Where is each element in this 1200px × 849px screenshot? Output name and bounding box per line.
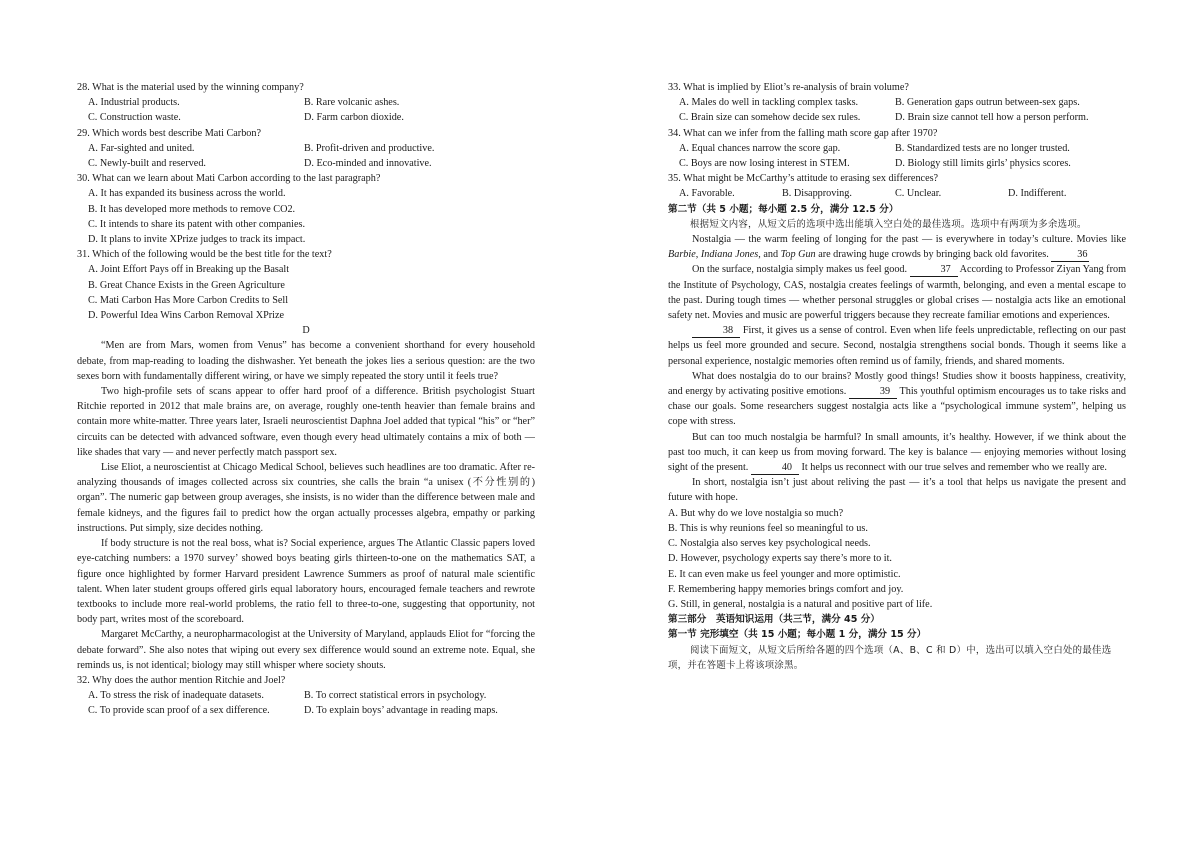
p1-text-after: are drawing huge crowds by bringing back old favorites. <box>815 249 1052 261</box>
question-28-stem: 28. What is the material used by the winning company? <box>77 82 304 93</box>
passage-paragraph-5 <box>668 430 1126 476</box>
q30-option-a: A. It has expanded its business across the world. <box>88 188 286 200</box>
passage-paragraph-6: In short, nostalgia isn’t just about reliving the past — it’s a tool that helps us navigate the present and future with hope. <box>668 477 1126 504</box>
question-31-stem: 31. Which of the following would be the best title for the text? <box>77 249 332 261</box>
question-29-stem: 29. Which words best describe Mati Carbon? <box>77 127 261 139</box>
q28-option-d: D. Farm carbon dioxide. <box>304 112 404 124</box>
q35-option-d: D. Indifferent. <box>1008 188 1067 200</box>
q29-option-b: B. Profit-driven and productive. <box>304 142 435 154</box>
q35-option-b: B. Disapproving. <box>782 188 852 200</box>
question-30-stem: 30. What can we learn about Mati Carbon according to the last paragraph? <box>77 173 381 185</box>
section-2-heading: 第二节（共 5 小题；每小题 2.5 分，满分 12.5 分） <box>668 203 899 215</box>
blank-36: 36 <box>1051 249 1089 262</box>
q31-option-d: D. Powerful Idea Wins Carbon Removal XPrize <box>88 310 285 322</box>
blank-39: 39 <box>849 386 897 399</box>
question-33-options <box>668 95 1126 125</box>
passage-d-label: D <box>302 325 310 337</box>
q28-option-c: C. Construction waste. <box>88 112 181 124</box>
p3-text-after: First, it gives us a sense of control. Even when life feels unpredictable, reflecting on our past helps us feel more grounded and secure. Second, nostalgia strengthens social bonds. Though it seems like a personal experience, nostalgic memories often remind us of family, friends, and shared moments. <box>668 325 1126 367</box>
q32-option-a: A. To stress the risk of inadequate datasets. <box>88 690 264 702</box>
question-35-stem: 35. What might be McCarthy’s attitude to erasing sex differences? <box>668 173 939 185</box>
passage-d-paragraph-5: Margaret McCarthy, a neuropharmacologist at the University of Maryland, applauds Eliot for “forcing the debate forward”. She also notes that wiping out every sex difference would sound an extreme note. Equal, she reminds us, is not identical; biology may still whisper where society shouts. <box>77 629 535 671</box>
question-34-options <box>668 141 1126 171</box>
q34-option-a: A. Equal chances narrow the score gap. <box>679 142 841 154</box>
question-28-options <box>77 95 535 125</box>
question-34-stem: 34. What can we infer from the falling math score gap after 1970? <box>668 127 938 139</box>
question-29-options <box>77 141 535 171</box>
q33-option-c: C. Brain size can somehow decide sex rules. <box>679 112 861 124</box>
p1-text-before: Nostalgia — the warm feeling of longing for the past — is everywhere in today’s culture. Movies like <box>692 234 1126 246</box>
blank-37: 37 <box>910 264 958 277</box>
p1-and: , and <box>758 249 781 261</box>
choice-a: A. But why do we love nostalgia so much? <box>668 507 844 519</box>
left-column <box>77 80 535 719</box>
q33-option-d: D. Brain size cannot tell how a person perform. <box>895 112 1089 124</box>
passage-d-paragraph-4: If body structure is not the real boss, what is? Social experience, argues The Atlantic Classic papers loved eye-catching numbers: a 1970 survey’ showed boys beating girls thirteen-to-one on the mathematics SAT, a figure once highlighted by former Harvard president Lawrence Summers as proof of natural male scientific talent. When later student groups offered girls equal laboratory hours, encouraged female teachers and rewrote textbooks to include more real-world problems, the ratio fell to three-to-one, suggesting that opportunity, not body part, writes most of the scoreboard. <box>77 538 535 626</box>
p4-text-after: This youthful optimism encourages us to take risks and chase our goals. Some researchers suggest nostalgia acts like a “psychological immune system”, helping us cope with stress. <box>668 386 1126 428</box>
q29-option-d: D. Eco-minded and innovative. <box>304 158 432 170</box>
q31-option-b: B. Great Chance Exists in the Green Agriculture <box>88 279 285 291</box>
passage-d-paragraph-3: Lise Eliot, a neuroscientist at Chicago Medical School, believes such headlines are too dramatic. After re-analyzing thousands of images collected across six countries, she calls the brain “a unisex (不分性别的) organ”. The numeric gap between group averages, she insists, is no wider than the difference between male and female kidneys, and the figures fail to predict how the organ actually processes algebra, empathy or parking instructions. Put simply, size decides nothing. <box>77 462 535 534</box>
q34-option-c: C. Boys are now losing interest in STEM. <box>679 158 850 170</box>
q34-option-b: B. Standardized tests are no longer trusted. <box>895 142 1070 154</box>
choice-g: G. Still, in general, nostalgia is a natural and positive part of life. <box>668 598 933 610</box>
part-3-heading: 第三部分 英语知识运用（共三节，满分 45 分） <box>668 614 880 626</box>
choice-b: B. This is why reunions feel so meaningful to us. <box>668 522 868 534</box>
section-1-instructions: 阅读下面短文，从短文后所给各题的四个选项（A、B、C 和 D）中，选出可以填入空白处的最佳选项，并在答题卡上将该项涂黑。 <box>668 644 1112 671</box>
q28-option-a: A. Industrial products. <box>88 97 180 109</box>
movie-title-barbie: Barbie <box>668 249 696 261</box>
question-35-options <box>668 186 1126 201</box>
section-1-heading: 第一节 完形填空（共 15 小题；每小题 1 分，满分 15 分） <box>668 629 927 641</box>
passage-d-paragraph-2: Two high-profile sets of scans appear to offer hard proof of a difference. British psychologist Stuart Ritchie reported in 2012 that male brains are, on average, roughly one-tenth heavier than female brains and contain more white-matter. Three years later, Israeli neuroscientist Daphna Joel added that typical “his” or “her” circuits can be detected with advanced software, even though every head ultimately contains a mix of both — like shades that vary — and never perfectly match passport sex. <box>77 386 535 458</box>
blank-38: 38 <box>692 325 740 338</box>
right-column <box>668 80 1126 673</box>
passage-paragraph-4 <box>668 369 1126 430</box>
movie-title-top-gun: Top Gun <box>780 249 816 261</box>
choice-d: D. However, psychology experts say there’s more to it. <box>668 553 892 565</box>
q31-option-a: A. Joint Effort Pays off in Breaking up the Basalt <box>88 264 290 276</box>
q30-option-c: C. It intends to share its patent with other companies. <box>88 218 306 230</box>
q32-option-c: C. To provide scan proof of a sex difference. <box>88 705 270 717</box>
question-33-stem: 33. What is implied by Eliot’s re-analysis of brain volume? <box>668 82 909 93</box>
p5-text-after: It helps us reconnect with our true selves and remember who we really are. <box>798 462 1107 474</box>
p2-text-after: According to Professor Ziyan Yang from the Institute of Psychology, CAS, nostalgia creates feelings of warmth, belonging, and even a mental escape to the past. During tough times — whether personal struggles or global crises — nostalgia acts like an emotional safety net. Movies and music are powerful triggers because they recreate familiar emotions and experiences. <box>668 264 1126 322</box>
p1-comma: , <box>695 249 701 261</box>
q31-option-c: C. Mati Carbon Has More Carbon Credits to Sell <box>88 294 289 306</box>
passage-d-paragraph-1: “Men are from Mars, women from Venus” has become a convenient shorthand for every household debate, from map-reading to loading the dishwasher. Yet beneath the jokes lies a serious question: are the two sexes born with fundamentally different wiring, or have we simply repeated the story until it feels true? <box>77 340 535 382</box>
question-32-options <box>77 688 535 718</box>
q32-option-b: B. To correct statistical errors in psychology. <box>304 690 487 702</box>
passage-paragraph-1 <box>668 232 1126 262</box>
q33-option-a: A. Males do well in tackling complex tasks. <box>679 97 859 109</box>
q29-option-a: A. Far-sighted and united. <box>88 142 195 154</box>
choice-e: E. It can even make us feel younger and more optimistic. <box>668 568 901 580</box>
q30-option-b: B. It has developed more methods to remove CO2. <box>88 203 296 215</box>
choice-f: F. Remembering happy memories brings comfort and joy. <box>668 583 904 595</box>
q29-option-c: C. Newly-built and reserved. <box>88 158 206 170</box>
p5-text-before: But can too much nostalgia be harmful? In small amounts, it’s healthy. However, if we think about the past too much, it can keep us from moving forward. The key is balance — enjoying memories without losing sight of the present. <box>668 431 1126 474</box>
q30-option-d: D. It plans to invite XPrize judges to track its impact. <box>88 234 306 246</box>
p4-text-before: What does nostalgia do to our brains? Mostly good things! Studies show it boosts happiness, creativity, and energy by activating positive emotions. <box>668 370 1126 398</box>
blank-40: 40 <box>751 462 799 475</box>
q33-option-b: B. Generation gaps outrun between-sex gaps. <box>895 97 1080 109</box>
section-2-instructions: 根据短文内容，从短文后的选项中选出能填入空白处的最佳选项。选项中有两项为多余选项。 <box>690 218 1087 230</box>
q28-option-b: B. Rare volcanic ashes. <box>304 97 400 109</box>
passage-paragraph-3 <box>668 323 1126 369</box>
question-32-stem: 32. Why does the author mention Ritchie and Joel? <box>77 674 286 686</box>
q35-option-a: A. Favorable. <box>679 188 735 200</box>
movie-title-indiana-jones: Indiana Jones <box>700 249 759 261</box>
q35-option-c: C. Unclear. <box>895 188 942 200</box>
passage-paragraph-2 <box>668 262 1126 323</box>
q32-option-d: D. To explain boys’ advantage in reading maps. <box>304 705 498 717</box>
choice-c: C. Nostalgia also serves key psychological needs. <box>668 538 871 550</box>
q34-option-d: D. Biology still limits girls’ physics scores. <box>895 158 1071 170</box>
p2-text-before: On the surface, nostalgia simply makes us feel good. <box>692 264 910 276</box>
